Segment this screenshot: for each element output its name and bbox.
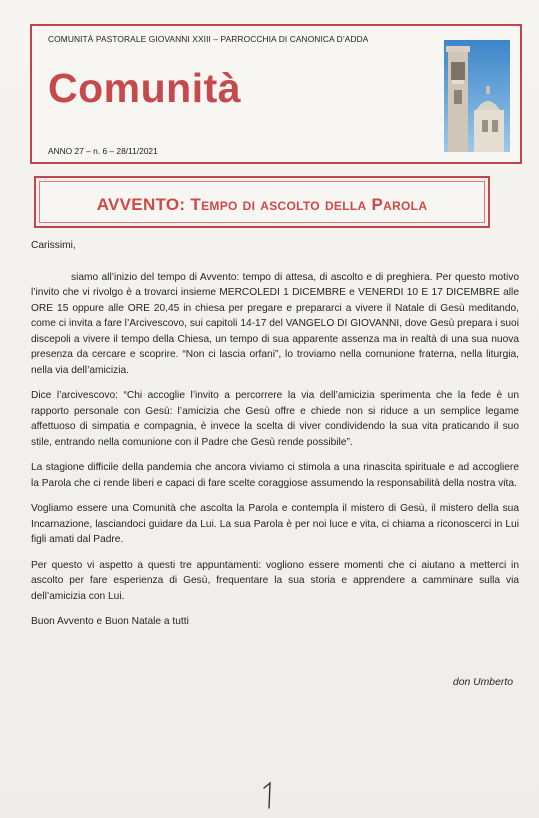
paragraph: La stagione difficile della pandemia che ancora viviamo ci stimola a una rinascita spirituale e ad accogliere la Parola che ci rende liberi e capaci di fare scelte coraggiose assumendo la responsabilità della nostra vita. — [31, 462, 519, 489]
greeting: Carissimi, — [31, 240, 76, 251]
signature: don Umberto — [452, 677, 513, 688]
article-body — [31, 238, 519, 640]
paragraph: Per questo vi aspetto a questi tre appuntamenti: vogliono essere momenti che ci aiutano a metterci in ascolto per fare esperienza di Gesù, frequentare la sua storia e apprendere a camminare sulla via dell’amicizia con Lui. — [31, 559, 519, 602]
paragraph: siamo all’inizio del tempo di Avvento: tempo di attesa, di ascolto e di preghiera. Per questo motivo l’invito che vi rivolgo è a trovarci insieme MERCOLEDI 1 DICEMBRE e VENERDI 10 E 17 DICEMBRE alle ORE 15 oppure alle ORE 20,45 in chiesa per pregare e prepararci a vivere il Natale di Gesù meditando, come ci invita a fare l’Arcivescovo, sui capitoli 14-17 del VANGELO DI GIOVANNI, dove Gesù prepara i suoi discepoli a vivere il tempo della Chiesa, un tempo di sua apparente assenza ma in realtà di una sua nuova presenza da cercare e scoprire. “Non ci lascia orfani”, lo troviamo nella comunione fraterna, nella liturgia, nella via dell’amicizia. — [31, 271, 519, 376]
issue-info: ANNO 27 – n. 6 – 28/11/2021 — [48, 146, 158, 156]
paragraph: Vogliamo essere una Comunità che ascolta la Parola e contempla il mistero di Gesù, il mistero della sua Incarnazione, lasciandoci guidare da Lui. La sua Parola è per noi luce e vita, ci chiama a riconoscerci in Lui figli amati dal Padre. — [31, 503, 519, 545]
newsletter-title: Comunità — [48, 65, 242, 111]
parish-name: COMUNITÀ PASTORALE GIOVANNI XXIII – PARROCCHIA DI CANONICA D’ADDA — [48, 34, 369, 44]
closing-line: Buon Avvento e Buon Natale a tutti — [31, 616, 189, 627]
masthead — [30, 24, 522, 164]
article-heading: AVVENTO: Tempo di ascolto della Parola — [96, 195, 428, 214]
article-heading-box — [34, 176, 490, 228]
page-number — [258, 780, 278, 810]
paragraph: Dice l’arcivescovo: “Chi accoglie l’invito a percorrere la via dell’amicizia sperimenta che la fede è un rapporto personale con Gesù: l’amicizia che Gesù offre e chiede non si riduce a un semplice legame affettuoso di simpatia e compagnia, è invece la scelta di viver condividendo la sua vita praticando il suo stile, entrando nella comunione con il Padre che Gesù rende possibile”. — [31, 390, 519, 448]
church-bell-tower-icon — [444, 40, 510, 152]
